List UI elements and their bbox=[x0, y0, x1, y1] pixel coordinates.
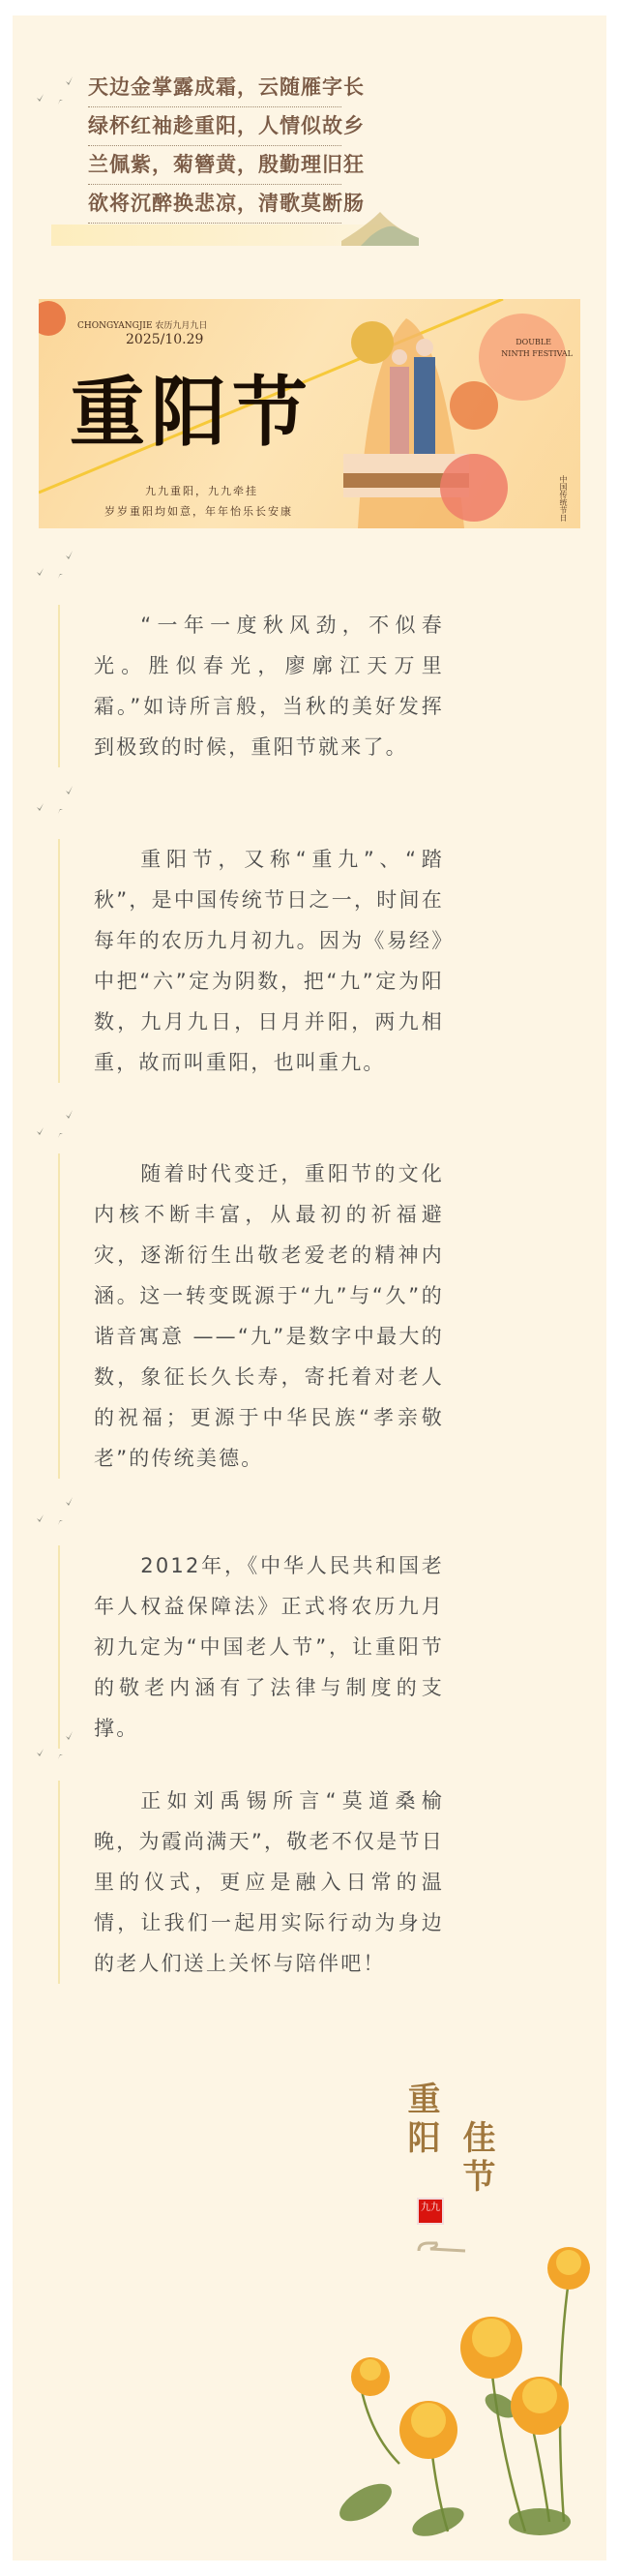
birds-icon bbox=[27, 783, 85, 818]
banner-english-2: NINTH FESTIVAL bbox=[501, 349, 573, 358]
paragraph bbox=[58, 1781, 464, 1984]
banner-date: 2025/10.29 bbox=[126, 332, 204, 347]
banner-pinyin: CHONGYANGJIE 农历九月九日 bbox=[77, 321, 208, 331]
paragraph-text: 正如刘禹锡所言“莫道桑榆晚，为霞尚满天”，敬老不仅是节日里的仪式，更应是融入日常的温情，让我们一起用实际行动为身边的老人们送上关怀与陪伴吧！ bbox=[94, 1789, 444, 1975]
banner-vertical-text: 中国传统节日 bbox=[559, 475, 568, 522]
footer-title-left: 重阳 bbox=[401, 2082, 440, 2159]
paragraph-text: 重阳节，又称“重九”、“踏秋”，是中国传统节日之一，时间在每年的农历九月初九。因为《易经》中把“六”定为阴数，把“九”定为阳数，九月九日，日月并阳，两九相重，故而叫重阳，也叫重九。 bbox=[94, 848, 444, 1074]
paragraph-text: 2012年，《中华人民共和国老年人权益保障法》正式将农历九月初九定为“中国老人节”，让重阳节的敬老内涵有了法律与制度的支撑。 bbox=[94, 1554, 444, 1740]
poem-line: 绿杯红袖趁重阳，人情似故乡 bbox=[88, 107, 341, 146]
poem-line: 兰佩紫，菊簪黄，殷勤理旧狂 bbox=[88, 146, 341, 185]
paragraph-text: “一年一度秋风劲，不似春光。胜似春光，廖廓江天万里霜。”如诗所言般，当秋的美好发挥到极致的时候，重阳节就来了。 bbox=[94, 614, 444, 759]
birds-icon bbox=[27, 74, 85, 108]
paragraph bbox=[58, 605, 464, 767]
banner-english-1: DOUBLE bbox=[516, 338, 551, 346]
paragraph bbox=[58, 1545, 464, 1749]
paragraph-text: 随着时代变迁，重阳节的文化内核不断丰富，从最初的祈福避灾，逐渐衍生出敬老爱老的精神内涵。这一转变既源于“九”与“久”的谐音寓意 ——“九”是数字中最大的数，象征长久长寿，寄托着对老人的祝福；更源于中华民族“孝亲敬老”的传统美德。 bbox=[94, 1162, 444, 1470]
banner-slogan-2: 岁岁重阳均如意，年年怡乐长安康 bbox=[104, 505, 293, 518]
paragraph bbox=[58, 839, 464, 1083]
birds-icon bbox=[27, 1107, 85, 1142]
paragraph bbox=[58, 1153, 464, 1479]
banner-slogan-1: 九九重阳，九九牵挂 bbox=[145, 485, 258, 497]
article-card bbox=[13, 15, 606, 2561]
seal-stamp: 九九 bbox=[417, 2198, 444, 2225]
chrysanthemum-illustration bbox=[332, 2241, 603, 2541]
decorative-band bbox=[51, 225, 380, 246]
footer-title-right: 佳节 bbox=[457, 2120, 495, 2198]
birds-icon bbox=[27, 548, 85, 583]
festival-banner bbox=[39, 299, 580, 528]
mountain-icon bbox=[341, 207, 419, 246]
poem-block bbox=[88, 69, 365, 224]
poem-line: 欲将沉醉换悲凉，清歌莫断肠 bbox=[88, 185, 341, 224]
birds-icon bbox=[27, 1494, 85, 1529]
poem-line: 天边金掌露成霜，云随雁字长 bbox=[88, 69, 341, 107]
birds-icon bbox=[27, 1728, 85, 1763]
banner-title: 重阳节 bbox=[70, 369, 314, 457]
